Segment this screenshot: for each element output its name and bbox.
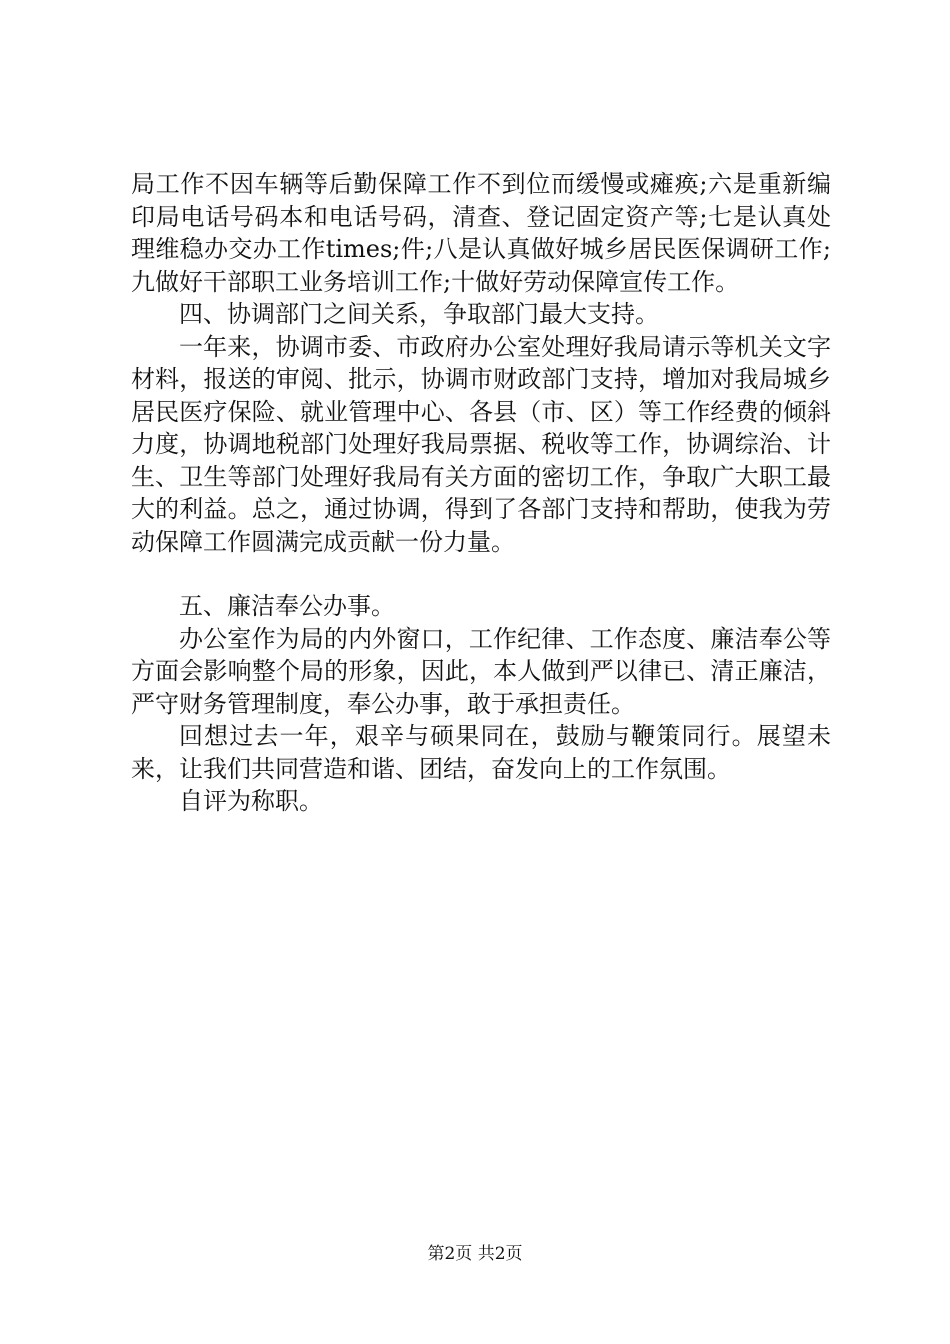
paragraph-gap <box>131 558 831 590</box>
page-number-footer: 第2页 共2页 <box>427 1244 523 1264</box>
paragraph-self-evaluation: 自评为称职。 <box>179 787 323 815</box>
paragraph-coordination: 一年来，协调市委、市政府办公室处理好我局请示等机关文字材料，报送的审阅、批示，协调市财政部门支持，增加对我局城乡居民医疗保险、就业管理中心、各县（市、区）等工作经费的倾斜力度，协调地税部门处理好我局票据、税收等工作，协调综治、计生、卫生等部门处理好我局有关方面的密切工作，争取广大职工最大的利益。总之，通过协调，得到了各部门支持和帮助，使我为劳动保障工作圆满完成贡献一份力量。 <box>131 332 831 556</box>
paragraph-review: 回想过去一年，艰辛与硕果同在，鼓励与鞭策同行。展望未来，让我们共同营造和谐、团结，奋发向上的工作氛围。 <box>131 722 831 783</box>
document-body <box>131 168 831 818</box>
paragraph-integrity: 办公室作为局的内外窗口，工作纪律、工作态度、廉洁奉公等方面会影响整个局的形象，因此，本人做到严以律已、清正廉洁，严守财务管理制度，奉公办事，敢于承担责任。 <box>131 624 831 718</box>
paragraph-continuation: 局工作不因车辆等后勤保障工作不到位而缓慢或瘫痪;六是重新编印局电话号码本和电话号码，清查、登记固定资产等;七是认真处理维稳办交办工作times;件;八是认真做好城乡居民医保调研工作;九做好干部职工业务培训工作;十做好劳动保障宣传工作。 <box>131 170 831 296</box>
section-heading-coordination: 四、协调部门之间关系，争取部门最大支持。 <box>179 300 659 328</box>
section-heading-integrity: 五、廉洁奉公办事。 <box>179 592 395 620</box>
